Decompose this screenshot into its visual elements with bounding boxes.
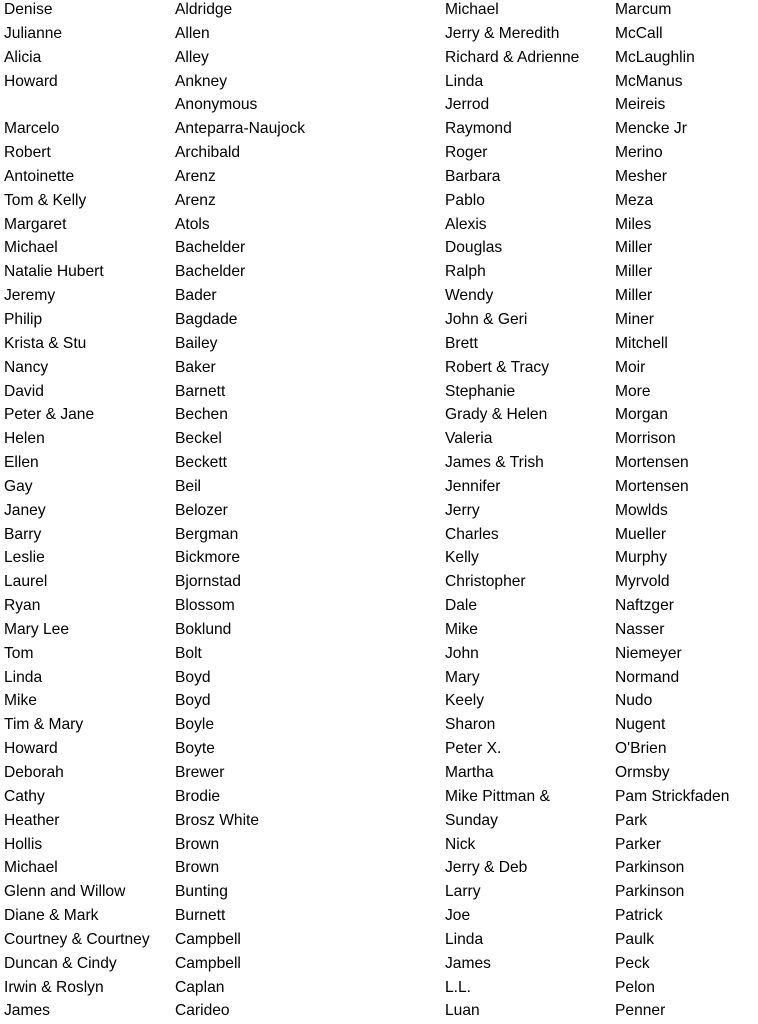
name-row: [0, 475, 758, 499]
first-name-cell: Deborah: [4, 764, 64, 781]
name-row: [0, 213, 758, 237]
first-name-cell: Courtney & Courtney: [4, 930, 150, 948]
first-name-cell: Helen: [4, 430, 45, 448]
last-name-cell: Nugent: [615, 716, 666, 734]
name-row: [0, 666, 758, 690]
first-name-cell: Denise: [4, 1, 53, 18]
first-name-cell: Tom: [4, 644, 34, 662]
first-name-cell: Tom & Kelly: [4, 191, 87, 209]
name-row: [0, 594, 758, 618]
last-name-cell: Boyd: [175, 668, 211, 686]
first-name-cell: Barbara: [445, 167, 501, 185]
last-name-cell: Boyle: [175, 716, 215, 734]
first-name-cell: David: [4, 382, 44, 400]
first-name-cell: Mike: [445, 620, 478, 638]
last-name-cell: Bagdade: [175, 310, 238, 328]
last-name-cell: Atols: [175, 215, 210, 233]
last-name-cell: Bader: [175, 287, 217, 305]
name-row: [0, 22, 758, 46]
first-name-cell: Grady & Helen: [445, 406, 548, 424]
name-row: [0, 642, 758, 666]
name-row: [0, 570, 758, 594]
first-name-cell: Sharon: [445, 716, 496, 734]
name-row: [0, 189, 758, 213]
first-name-cell: Philip: [4, 310, 43, 328]
last-name-cell: More: [615, 382, 651, 400]
first-name-cell: Sunday: [445, 811, 498, 829]
last-name-cell: Moir: [615, 358, 646, 376]
last-name-cell: Pam Strickfaden: [615, 787, 730, 805]
first-name-cell: Janey: [4, 501, 46, 519]
name-row: [0, 880, 758, 904]
first-name-cell: Luan: [445, 1002, 480, 1020]
first-name-cell: Martha: [445, 764, 494, 781]
last-name-cell: Bailey: [175, 334, 218, 352]
last-name-cell: Peck: [615, 954, 650, 972]
name-row: [0, 523, 758, 547]
first-name-cell: Valeria: [445, 430, 493, 448]
first-name-cell: Diane & Mark: [4, 907, 99, 925]
last-name-cell: McManus: [615, 72, 683, 90]
last-name-cell: Aldridge: [175, 1, 233, 18]
last-name-cell: Barnett: [175, 382, 226, 400]
last-name-cell: Meza: [615, 191, 654, 209]
first-name-cell: Larry: [445, 883, 481, 901]
first-name-cell: Brett: [445, 334, 478, 352]
first-name-cell: Mary: [445, 668, 480, 686]
name-row: [0, 165, 758, 189]
first-name-cell: John & Geri: [445, 310, 528, 328]
first-name-cell: Mary Lee: [4, 620, 70, 638]
last-name-cell: Penner: [615, 1002, 666, 1020]
name-row: [0, 976, 758, 1000]
first-name-cell: Kelly: [445, 549, 479, 567]
last-name-cell: McCall: [615, 24, 663, 42]
last-name-cell: Pelon: [615, 978, 655, 996]
first-name-cell: Linda: [445, 930, 484, 948]
last-name-cell: Morrison: [615, 430, 676, 448]
last-name-cell: Arenz: [175, 167, 216, 185]
first-name-cell: Krista & Stu: [4, 334, 87, 352]
name-row: [0, 236, 758, 260]
last-name-cell: Park: [615, 811, 648, 829]
first-name-cell: L.L.: [445, 978, 472, 996]
name-row: [0, 403, 758, 427]
first-name-cell: Marcelo: [4, 120, 60, 138]
name-row: [0, 0, 758, 22]
last-name-cell: Marcum: [615, 1, 672, 18]
last-name-cell: Anteparra-Naujock: [175, 120, 306, 138]
last-name-cell: Beckel: [175, 430, 222, 448]
first-name-cell: James: [4, 1002, 50, 1020]
first-name-cell: Stephanie: [445, 382, 516, 400]
first-name-cell: Peter & Jane: [4, 406, 95, 424]
name-row: [0, 356, 758, 380]
first-name-cell: Joe: [445, 907, 471, 925]
last-name-cell: Nasser: [615, 620, 665, 638]
last-name-cell: Alley: [175, 48, 209, 66]
last-name-cell: Bjornstad: [175, 573, 241, 591]
first-name-cell: Natalie Hubert: [4, 263, 104, 281]
first-name-cell: Michael: [445, 1, 499, 18]
last-name-cell: Miller: [615, 263, 653, 281]
first-name-cell: Hollis: [4, 835, 43, 853]
first-name-cell: Wendy: [445, 287, 494, 305]
last-name-cell: Miller: [615, 287, 653, 305]
last-name-cell: Beil: [175, 477, 202, 495]
first-name-cell: Margaret: [4, 215, 67, 233]
first-name-cell: Laurel: [4, 573, 48, 591]
first-name-cell: Gay: [4, 477, 33, 495]
last-name-cell: Normand: [615, 668, 680, 686]
name-row: [0, 713, 758, 737]
last-name-cell: Murphy: [615, 549, 667, 567]
name-row: [0, 689, 758, 713]
last-name-cell: Brosz White: [175, 811, 260, 829]
last-name-cell: Mesher: [615, 167, 667, 185]
first-name-cell: Keely: [445, 692, 485, 710]
name-row: [0, 856, 758, 880]
name-row: [0, 332, 758, 356]
first-name-cell: Duncan & Cindy: [4, 954, 117, 972]
name-row: [0, 451, 758, 475]
first-name-cell: Jerrod: [445, 96, 490, 114]
last-name-cell: Bergman: [175, 525, 239, 543]
last-name-cell: Mitchell: [615, 334, 668, 352]
last-name-cell: Campbell: [175, 954, 241, 972]
name-row: [0, 260, 758, 284]
first-name-cell: Jerry & Deb: [445, 859, 528, 877]
first-name-cell: Charles: [445, 525, 499, 543]
last-name-cell: Mortensen: [615, 454, 689, 472]
last-name-cell: Mueller: [615, 525, 667, 543]
last-name-cell: Parkinson: [615, 883, 685, 901]
name-row: [0, 952, 758, 976]
last-name-cell: Bachelder: [175, 239, 246, 257]
first-name-cell: Heather: [4, 811, 60, 829]
first-name-cell: Raymond: [445, 120, 512, 138]
last-name-cell: Carideo: [175, 1002, 230, 1020]
first-name-cell: James & Trish: [445, 454, 544, 472]
name-row: [0, 93, 758, 117]
first-name-cell: Michael: [4, 239, 58, 257]
last-name-cell: Paulk: [615, 930, 655, 948]
first-name-cell: Roger: [445, 144, 488, 162]
name-row: [0, 618, 758, 642]
last-name-cell: Ankney: [175, 72, 228, 90]
last-name-cell: Brewer: [175, 764, 225, 781]
last-name-cell: Myrvold: [615, 573, 670, 591]
last-name-cell: Patrick: [615, 907, 663, 925]
last-name-cell: Niemeyer: [615, 644, 682, 662]
last-name-cell: Nudo: [615, 692, 653, 710]
first-name-cell: Nancy: [4, 358, 49, 376]
last-name-cell: Merino: [615, 144, 663, 162]
first-name-cell: Irwin & Roslyn: [4, 978, 104, 996]
first-name-cell: Mike: [4, 692, 37, 710]
name-row: [0, 546, 758, 570]
last-name-cell: Arenz: [175, 191, 216, 209]
name-row: [0, 284, 758, 308]
last-name-cell: Bachelder: [175, 263, 246, 281]
last-name-cell: Miller: [615, 239, 653, 257]
first-name-cell: Antoinette: [4, 167, 75, 185]
name-row: [0, 70, 758, 94]
first-name-cell: Leslie: [4, 549, 45, 567]
last-name-cell: Morgan: [615, 406, 668, 424]
last-name-cell: Parkinson: [615, 859, 685, 877]
last-name-cell: Mortensen: [615, 477, 689, 495]
name-row: [0, 46, 758, 70]
first-name-cell: Nick: [445, 835, 476, 853]
last-name-cell: Boyte: [175, 740, 215, 758]
last-name-cell: Bechen: [175, 406, 228, 424]
first-name-cell: Robert: [4, 144, 51, 162]
first-name-cell: Douglas: [445, 239, 503, 257]
last-name-cell: Beckett: [175, 454, 228, 472]
first-name-cell: Jennifer: [445, 477, 501, 495]
first-name-cell: Ellen: [4, 454, 39, 472]
first-name-cell: Richard & Adrienne: [445, 48, 580, 66]
first-name-cell: Glenn and Willow: [4, 883, 126, 901]
first-name-cell: Julianne: [4, 24, 63, 42]
last-name-cell: Brown: [175, 835, 220, 853]
last-name-cell: Burnett: [175, 907, 226, 925]
first-name-cell: Howard: [4, 72, 58, 90]
last-name-cell: Boyd: [175, 692, 211, 710]
name-row: [0, 904, 758, 928]
first-name-cell: Jeremy: [4, 287, 56, 305]
first-name-cell: Cathy: [4, 787, 45, 805]
first-name-cell: Barry: [4, 525, 42, 543]
last-name-cell: Boklund: [175, 620, 232, 638]
first-name-cell: Pablo: [445, 191, 485, 209]
name-row: [0, 427, 758, 451]
first-name-cell: Alexis: [445, 215, 487, 233]
first-name-cell: Michael: [4, 859, 58, 877]
name-row: [0, 785, 758, 809]
last-name-cell: Ormsby: [615, 764, 670, 781]
last-name-cell: Bunting: [175, 883, 228, 901]
name-row: [0, 809, 758, 833]
first-name-cell: Mike Pittman &: [445, 787, 550, 805]
name-row: [0, 761, 758, 785]
last-name-cell: Bickmore: [175, 549, 240, 567]
last-name-cell: Miles: [615, 215, 652, 233]
first-name-cell: Ralph: [445, 263, 486, 281]
last-name-cell: Brown: [175, 859, 220, 877]
last-name-cell: Blossom: [175, 597, 235, 615]
last-name-cell: Naftzger: [615, 597, 674, 615]
name-row: [0, 499, 758, 523]
name-row: [0, 380, 758, 404]
last-name-cell: Baker: [175, 358, 216, 376]
last-name-cell: Parker: [615, 835, 661, 853]
name-row: [0, 833, 758, 857]
first-name-cell: Dale: [445, 597, 478, 615]
name-row: [0, 737, 758, 761]
last-name-cell: Belozer: [175, 501, 228, 519]
first-name-cell: Jerry: [445, 501, 480, 519]
last-name-cell: McLaughlin: [615, 48, 695, 66]
first-name-cell: Jerry & Meredith: [445, 24, 560, 42]
first-name-cell: Ryan: [4, 597, 41, 615]
last-name-cell: Bolt: [175, 644, 202, 662]
last-name-cell: Meireis: [615, 96, 666, 114]
last-name-cell: Brodie: [175, 787, 221, 805]
name-row: [0, 117, 758, 141]
first-name-cell: Linda: [445, 72, 484, 90]
name-row: [0, 308, 758, 332]
last-name-cell: Archibald: [175, 144, 241, 162]
first-name-cell: John: [445, 644, 479, 662]
last-name-cell: Campbell: [175, 930, 241, 948]
last-name-cell: Miner: [615, 310, 654, 328]
last-name-cell: Allen: [175, 24, 210, 42]
last-name-cell: O'Brien: [615, 740, 667, 758]
name-row: [0, 999, 758, 1023]
first-name-cell: Peter X.: [445, 740, 502, 758]
name-row: [0, 928, 758, 952]
first-name-cell: Tim & Mary: [4, 716, 84, 734]
first-name-cell: Linda: [4, 668, 43, 686]
last-name-cell: Caplan: [175, 978, 225, 996]
first-name-cell: Alicia: [4, 48, 42, 66]
first-name-cell: Christopher: [445, 573, 526, 591]
last-name-cell: Mowlds: [615, 501, 668, 519]
first-name-cell: Howard: [4, 740, 58, 758]
first-name-cell: James: [445, 954, 491, 972]
name-row: [0, 141, 758, 165]
first-name-cell: Robert & Tracy: [445, 358, 549, 376]
last-name-cell: Mencke Jr: [615, 120, 687, 138]
last-name-cell: Anonymous: [175, 96, 258, 114]
